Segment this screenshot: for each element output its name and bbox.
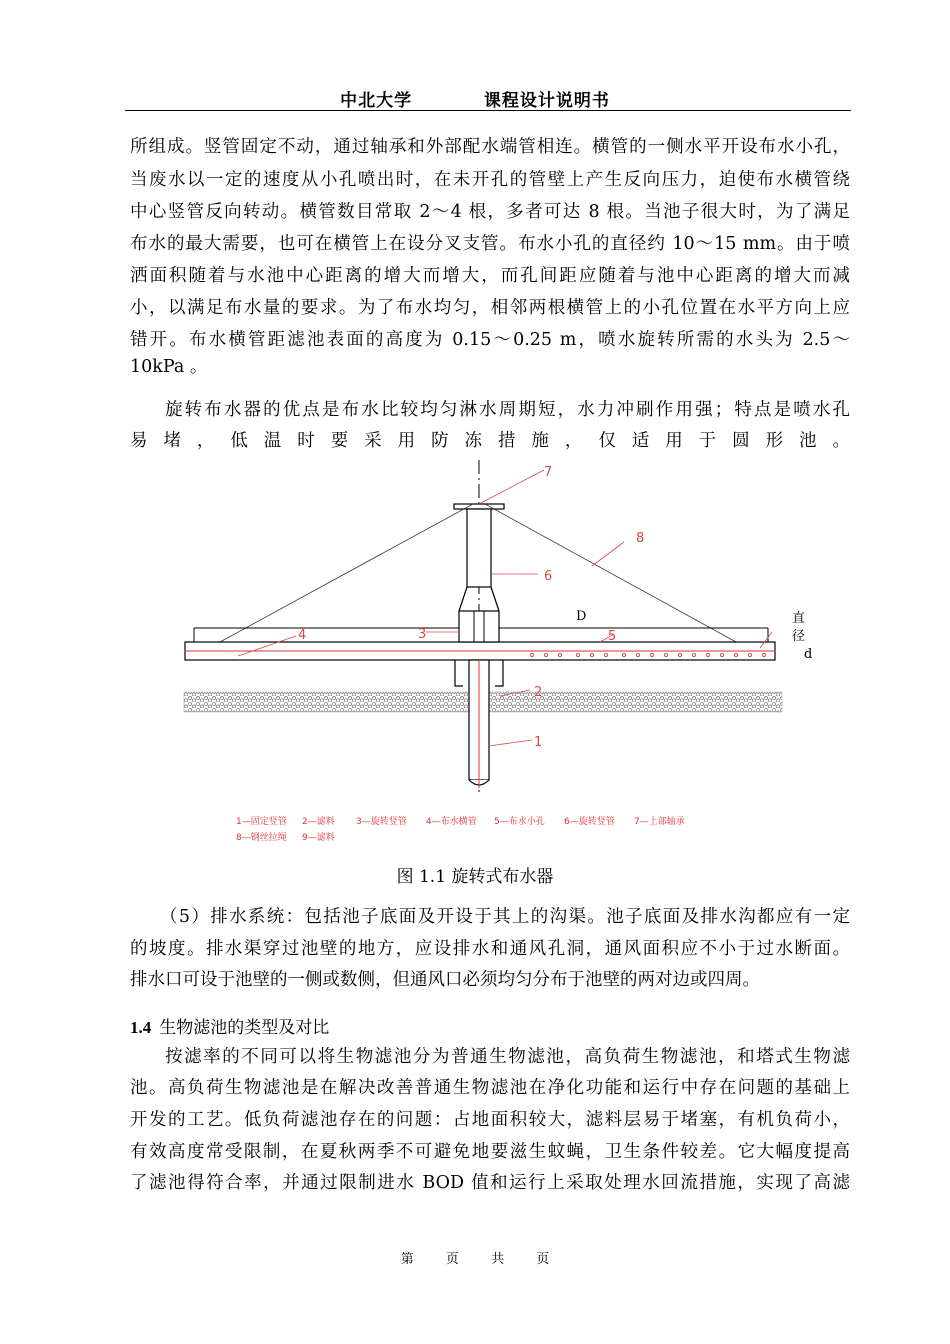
label-5: 5 xyxy=(608,629,617,644)
footer-gong: 共 xyxy=(491,1252,505,1267)
text-line: 所组成。竖管固定不动，通过轴承和外部配水端管相连。横管的一侧水平开设布水小孔， xyxy=(130,137,850,157)
section-heading xyxy=(130,1013,329,1038)
section-number: 1.4 xyxy=(130,1018,152,1037)
text-line: 易 堵 ， 低 温 时 要 采 用 防 冻 措 施 ， 仅 适 用 于 圆 形 池 。 xyxy=(130,431,850,451)
text-line: 有效高度常受限制，在夏秋两季不可避免地要滋生蚊蝇，卫生条件较差。它大幅度提高 xyxy=(130,1142,850,1162)
header-rule xyxy=(125,110,851,111)
text-line: 布水的最大需要，也可在横管上在设分叉支管。布水小孔的直径约 10～15 mm。由于喷 xyxy=(130,234,850,254)
rotary-distributor-diagram xyxy=(180,456,813,856)
text-line: 当废水以一定的速度从小孔喷出时，在未开孔的管壁上产生反向压力，迫使布水横管绕 xyxy=(130,170,850,190)
label-2: 2 xyxy=(534,685,543,700)
footer-ye1: 页 xyxy=(445,1252,459,1267)
header-school: 中北大学 xyxy=(340,91,413,111)
text-line: 开发的工艺。低负荷滤池存在的问题：占地面积较大，滤料层易于堵塞，有机负荷小， xyxy=(130,1110,850,1130)
legend-item: 3—旋转竖管 xyxy=(356,817,407,827)
legend-item: 8—钢丝拉绳 xyxy=(236,833,287,843)
legend-item: 5—布水小孔 xyxy=(494,817,545,827)
label-3: 3 xyxy=(418,627,427,642)
footer-di: 第 xyxy=(400,1252,414,1267)
label-1: 1 xyxy=(534,735,543,750)
legend-item: 1—固定竖管 xyxy=(236,817,287,827)
text-line: 池。高负荷生物滤池是在解决改善普通生物滤池在净化功能和运行中存在问题的基础上 xyxy=(130,1078,850,1098)
text-line: 小，以满足布水量的要求。为了布水均匀，相邻两根横管上的小孔位置在水平方向上应 xyxy=(130,298,850,318)
legend-item: 7—上部轴承 xyxy=(634,817,685,827)
central-hub xyxy=(459,611,499,642)
steel-cable-right xyxy=(485,504,736,642)
text-line: 了滤池得符合率，并通过限制进水 BOD 值和运行上采取处理水回流措施，实现了高滤 xyxy=(130,1173,850,1193)
label-4: 4 xyxy=(298,628,307,643)
text-line: 旋转布水器的优点是布水比较均匀淋水周期短，水力冲刷作用强；特点是喷水孔 xyxy=(165,400,850,420)
page-footer xyxy=(0,1248,950,1267)
legend-item: 4—布水横管 xyxy=(426,817,477,827)
text-line: 的坡度。排水渠穿过池壁的地方，应设排水和通风孔洞，通风面积应不小于过水断面。 xyxy=(130,939,850,959)
legend-item: 2—滤料 xyxy=(302,817,335,827)
text-line: 错开。布水横管距滤池表面的高度为 0.15～0.25 m，喷水旋转所需的水头为 2.5～ xyxy=(130,330,850,350)
figure-caption: 图 1.1 旋转式布水器 xyxy=(396,867,554,887)
header-title: 课程设计说明书 xyxy=(483,91,610,111)
text-line: 排水口可设于池壁的一侧或数侧，但通风口必须均匀分布于池壁的两对边或四周。 xyxy=(130,970,760,990)
rotating-vertical-pipe xyxy=(467,509,491,587)
figure-legend xyxy=(236,815,685,843)
label-6: 6 xyxy=(544,569,553,584)
label-diameter-1: 直 xyxy=(792,611,806,626)
label-diameter-2: 径 xyxy=(792,629,806,644)
text-line: （5）排水系统：包括池子底面及开设于其上的沟渠。池子底面及排水沟都应有一定 xyxy=(160,907,850,927)
text-line: 洒面积随着与水池中心距离的增大而增大，而孔间距应随着与池中心距离的增大而减 xyxy=(130,266,850,286)
legend-item: 9—滤料 xyxy=(302,833,335,843)
label-7: 7 xyxy=(544,465,553,480)
steel-cable-left xyxy=(220,504,473,642)
footer-ye2: 页 xyxy=(536,1252,550,1267)
text-line: 按滤率的不同可以将生物滤池分为普通生物滤池，高负荷生物滤池，和塔式生物滤 xyxy=(165,1047,850,1067)
legend-item: 6—旋转竖管 xyxy=(564,817,615,827)
label-diameter-d: d xyxy=(804,647,813,662)
top-bearing xyxy=(454,504,504,509)
section-title: 生物滤池的类型及对比 xyxy=(159,1018,330,1038)
label-8: 8 xyxy=(636,531,645,546)
page-header xyxy=(0,86,950,111)
text-line: 10kPa 。 xyxy=(130,357,208,377)
text-line: 中心竖管反向转动。横管数目常取 2～4 根，多者可达 8 根。当池子很大时，为了满足 xyxy=(130,202,850,222)
label-D: D xyxy=(576,609,587,624)
